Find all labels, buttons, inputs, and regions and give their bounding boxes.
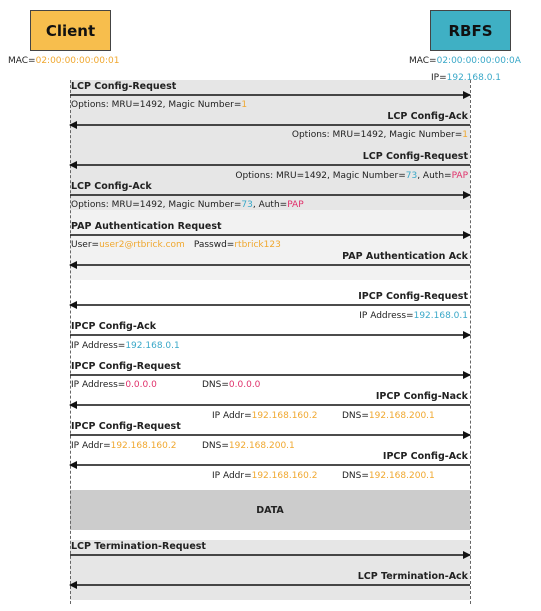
msg-ipcp-ack2-dns [342, 471, 435, 482]
opt-ip-text: IP Address= [71, 380, 126, 390]
msg-pap-auth-request: PAP Authentication Request [71, 221, 222, 232]
server-mac-label: MAC= [409, 56, 437, 66]
msg-pap-auth-ack: PAP Authentication Ack [342, 251, 468, 262]
opt-ip-value: 192.168.0.1 [125, 341, 180, 351]
server-mac-value: 02:00:00:00:00:0A [436, 56, 521, 66]
opt-magic-value: 73 [241, 200, 253, 210]
opt-user-value: user2@rtbrick.com [99, 240, 185, 250]
msg-ipcp-req3-dns [202, 441, 295, 452]
opt-ip-text: IP Addr= [212, 471, 252, 481]
msg-lcp-config-ack-2: LCP Config-Ack [71, 181, 152, 192]
client-mac-value: 02:00:00:00:00:01 [35, 56, 120, 66]
server-box: RBFS [430, 10, 511, 51]
opt-text: Options: MRU=1492, Magic Number= [71, 100, 242, 110]
server-ip-label: IP= [431, 73, 447, 83]
opt-passwd-value: rtbrick123 [234, 240, 281, 250]
msg-lcp-config-request-2: LCP Config-Request [362, 151, 468, 162]
client-box: Client [30, 10, 111, 51]
opt-auth-value: PAP [451, 171, 468, 181]
msg-ipcp-config-ack-2: IPCP Config-Ack [382, 451, 468, 462]
opt-dns-text: DNS= [202, 380, 229, 390]
opt-text: Options: MRU=1492, Magic Number= [71, 200, 242, 210]
msg-lcp-termination-ack: LCP Termination-Ack [357, 571, 468, 582]
data-label: DATA [256, 505, 284, 516]
msg-options-2 [292, 130, 468, 141]
opt-dns-value: 0.0.0.0 [228, 380, 261, 390]
msg-ipcp-ip-2 [71, 341, 180, 352]
opt-magic-value: 73 [405, 171, 418, 181]
msg-ipcp-nack-dns [342, 411, 435, 422]
server-ip-value: 192.168.0.1 [446, 73, 502, 83]
msg-lcp-termination-request: LCP Termination-Request [71, 541, 206, 552]
msg-lcp-config-ack-1: LCP Config-Ack [387, 111, 468, 122]
opt-ip-value: 192.168.160.2 [110, 441, 177, 451]
msg-options-3 [235, 171, 468, 182]
opt-ip-value: 192.168.160.2 [251, 471, 318, 481]
opt-magic-value: 1 [462, 130, 468, 140]
opt-dns-text: DNS= [342, 411, 369, 421]
opt-ip-text: IP Address= [71, 341, 126, 351]
opt-ip-value: 192.168.160.2 [251, 411, 318, 421]
opt-dns-value: 192.168.200.1 [228, 441, 295, 451]
opt-ip-text: IP Addr= [212, 411, 252, 421]
opt-text: Options: MRU=1492, Magic Number= [291, 130, 463, 140]
opt-user-text: User= [71, 240, 100, 250]
opt-passwd-text: Passwd= [193, 240, 235, 250]
msg-ipcp-config-request-1: IPCP Config-Request [358, 291, 468, 302]
opt-text: Options: MRU=1492, Magic Number= [235, 171, 406, 181]
opt-ip-text: IP Address= [359, 311, 414, 321]
opt-dns-text: DNS= [202, 441, 229, 451]
msg-ipcp-ack2-ip [212, 471, 317, 482]
opt-magic-value: 1 [241, 100, 248, 110]
msg-ipcp-config-ack-1: IPCP Config-Ack [71, 321, 157, 332]
opt-auth-text: , Auth= [417, 171, 452, 181]
msg-ipcp-config-request-3: IPCP Config-Request [71, 421, 181, 432]
msg-options-1 [71, 100, 247, 111]
msg-ipcp-dns-1 [202, 380, 260, 391]
opt-ip-value: 192.168.0.1 [413, 311, 468, 321]
msg-ipcp-req3-ip [71, 441, 176, 452]
opt-dns-text: DNS= [342, 471, 369, 481]
opt-auth-value: PAP [287, 200, 304, 210]
opt-auth-text: , Auth= [252, 200, 288, 210]
msg-ipcp-config-request-2: IPCP Config-Request [71, 361, 181, 372]
msg-options-4 [71, 200, 304, 211]
msg-pap-credentials [71, 240, 281, 251]
msg-lcp-config-request-1: LCP Config-Request [71, 81, 177, 92]
opt-ip-text: IP Addr= [71, 441, 111, 451]
msg-ipcp-config-nack: IPCP Config-Nack [375, 391, 468, 402]
opt-dns-value: 192.168.200.1 [368, 411, 435, 421]
msg-ipcp-ip-dns-1 [71, 380, 157, 391]
opt-dns-value: 192.168.200.1 [368, 471, 435, 481]
msg-ipcp-nack-ip [212, 411, 317, 422]
msg-ipcp-ip-1 [359, 311, 468, 322]
client-mac-label: MAC= [8, 56, 36, 66]
opt-ip-value: 0.0.0.0 [125, 380, 157, 390]
